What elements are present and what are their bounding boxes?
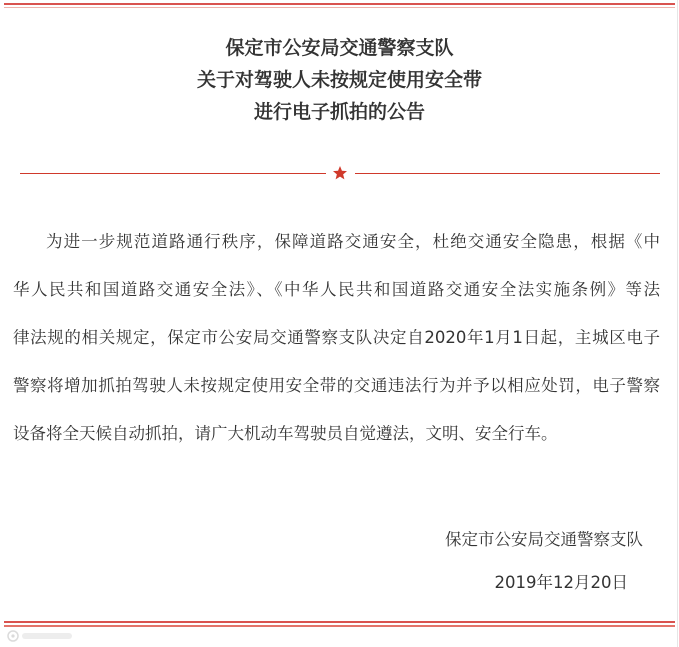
top-border-inner-line <box>4 7 675 8</box>
divider-right-line <box>355 173 660 174</box>
bottom-border-inner-line <box>4 625 675 627</box>
title-line-subject: 关于对驾驶人未按规定使用安全带 <box>196 69 482 91</box>
body-line: 警察将增加抓拍驾驶人未按规定使用安全带的交通违法行为并予以相应处罚，电子警察 <box>13 376 660 395</box>
body-line: 为进一步规范道路通行秩序，保障道路交通安全，杜绝交通安全隐患，根据《中 <box>46 232 660 251</box>
divider-left-line <box>20 173 326 174</box>
title-line-issuer: 保定市公安局交通警察支队 <box>225 37 454 59</box>
bottom-border-line <box>4 621 675 623</box>
notice-title <box>0 32 679 128</box>
signature-issuer: 保定市公安局交通警察支队 <box>445 530 643 549</box>
body-line: 律法规的相关规定，保定市公安局交通警察支队决定自2020年1月1日起，主城区电子 <box>13 328 660 347</box>
body-line: 设备将全天候自动抓拍，请广大机动车驾驶员自觉遵法，文明、安全行车。 <box>13 424 558 443</box>
star-icon <box>332 165 348 181</box>
top-border-line <box>4 3 675 5</box>
watermark-logo-icon <box>6 629 76 643</box>
title-line-subject-cont: 进行电子抓拍的公告 <box>253 101 425 123</box>
notice-body <box>13 218 660 458</box>
body-line: 华人民共和国道路交通安全法》、《中华人民共和国道路交通安全法实施条例》等法 <box>13 280 660 299</box>
signature-date: 2019年12月20日 <box>494 573 628 592</box>
